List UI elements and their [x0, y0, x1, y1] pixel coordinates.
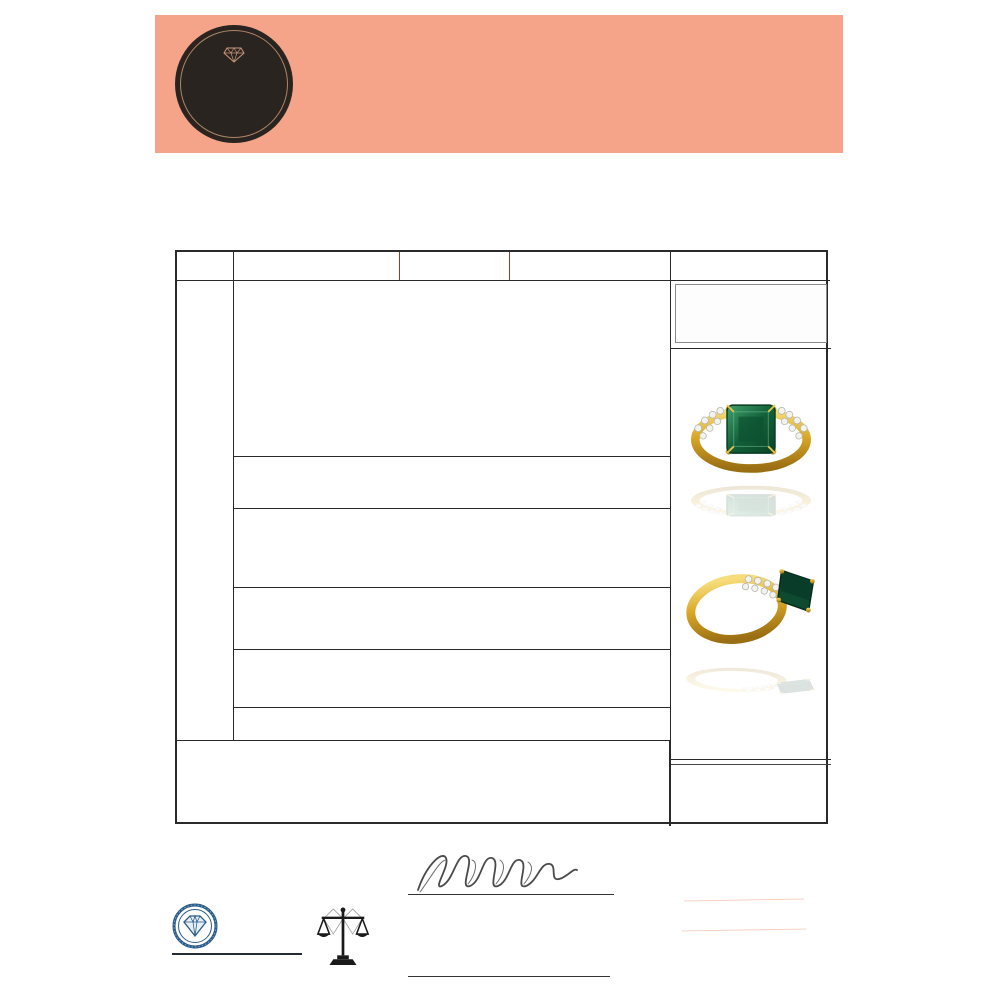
header-banner	[155, 15, 843, 153]
insurance-replacement-box	[671, 759, 831, 826]
ring-photo-top-view	[679, 391, 823, 521]
gaa-logo-icon	[172, 903, 218, 949]
valuation-table	[175, 250, 828, 824]
item-code	[177, 280, 234, 740]
signature-line	[408, 894, 614, 895]
diamond-icon	[223, 47, 245, 63]
col-header-value	[670, 252, 830, 280]
ring-reflection	[686, 667, 821, 694]
section-emerald	[234, 509, 670, 588]
section-diamonds	[234, 588, 670, 650]
section-empty	[234, 708, 670, 740]
ring-reflection	[695, 488, 808, 517]
date-line	[408, 976, 610, 977]
embossed-seal	[664, 829, 824, 991]
col-header-aud	[399, 252, 510, 280]
gem-color-chart-zone	[671, 280, 831, 349]
description-column	[234, 280, 670, 740]
col-header-code	[177, 252, 234, 280]
section-equipment	[234, 650, 670, 708]
col-header-description	[234, 252, 399, 280]
legal-disclaimer	[177, 740, 670, 826]
ring-photos	[671, 349, 831, 759]
section-description	[234, 457, 670, 509]
gaa-rule	[172, 953, 302, 955]
emerald-grading-chart	[675, 284, 827, 343]
section-general	[234, 280, 670, 457]
gaa-block	[172, 903, 304, 958]
col-header-gold-price	[510, 252, 670, 280]
insurance-divider	[671, 764, 831, 765]
pjv-logo	[175, 25, 293, 143]
ring-photo-side-view	[676, 549, 826, 694]
naja-block	[310, 905, 376, 974]
value-column	[670, 280, 830, 826]
scales-icon	[314, 905, 372, 967]
jewellers-association-mark	[168, 843, 346, 846]
signature	[412, 846, 582, 896]
